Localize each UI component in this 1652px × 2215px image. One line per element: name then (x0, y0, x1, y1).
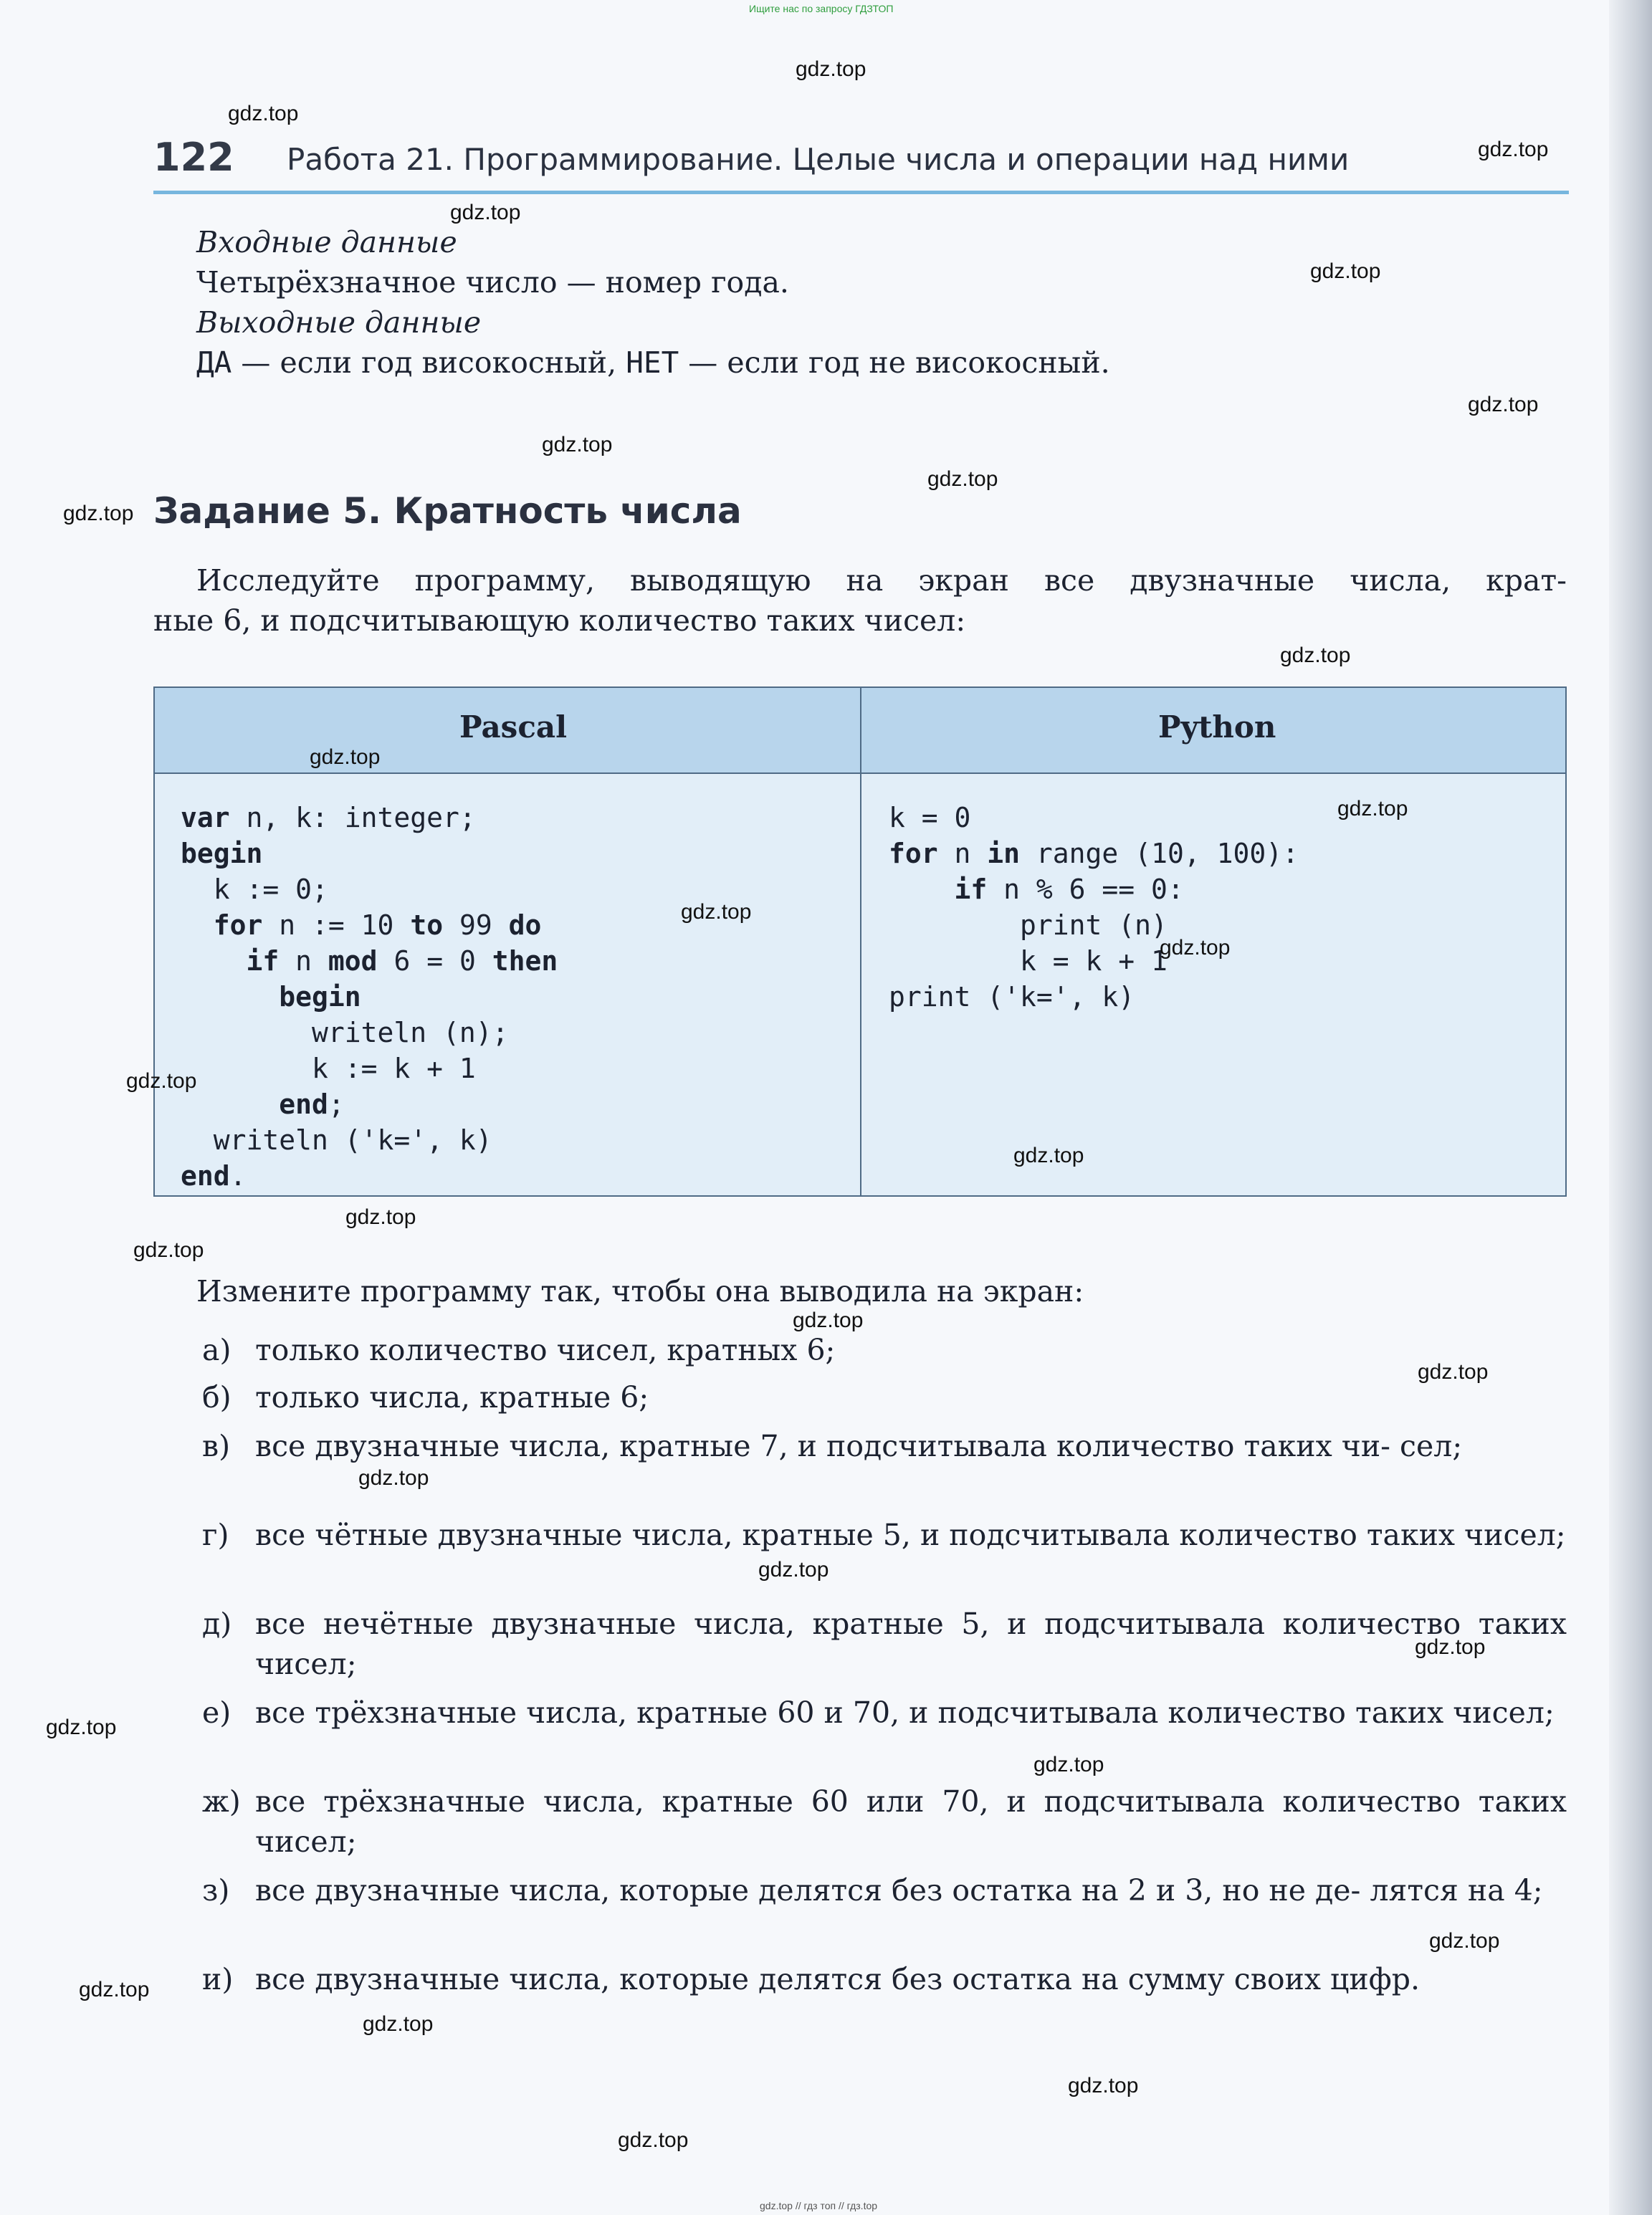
top-watermark: Ищите нас по запросу ГДЗТОП (749, 3, 894, 14)
watermark-label: gdz.top (1310, 259, 1381, 283)
pascal-line: k := 0; (181, 874, 328, 905)
column-divider (860, 688, 861, 1195)
watermark-label: gdz.top (1429, 1929, 1500, 1953)
pascal-line: for n := 10 to 99 do (213, 909, 542, 941)
watermark-label: gdz.top (796, 57, 866, 81)
watermark-label: gdz.top (126, 1069, 197, 1093)
watermark-label: gdz.top (79, 1978, 150, 2001)
watermark-label: gdz.top (46, 1716, 117, 1739)
header-rule (153, 191, 1569, 194)
pascal-line: begin (181, 838, 263, 869)
watermark-label: gdz.top (310, 745, 381, 769)
watermark-label: gdz.top (1068, 2074, 1139, 2097)
watermark-label: gdz.top (63, 502, 134, 525)
python-line: k = k + 1 (889, 945, 1168, 977)
watermark-label: gdz.top (363, 2012, 434, 2036)
watermark-label: gdz.top (1280, 644, 1351, 667)
watermark-label: gdz.top (758, 1558, 829, 1582)
output-no: НЕТ (626, 345, 679, 380)
watermark-label: gdz.top (1468, 393, 1539, 416)
watermark-label: gdz.top (927, 467, 998, 491)
watermark-label: gdz.top (1337, 797, 1408, 821)
task-intro-line2: ные 6, и подсчитывающую количество таких чисел: (153, 603, 966, 638)
watermark-label: gdz.top (1033, 1753, 1104, 1776)
page-edge-shadow (1609, 0, 1652, 2215)
watermark-label: gdz.top (1160, 936, 1231, 960)
task-intro-line1: Исследуйте программу, выводящую на экран все двузначные числа, крат- (196, 563, 1567, 598)
pascal-line: end; (279, 1089, 345, 1120)
python-line: print ('k=', k) (889, 981, 1135, 1013)
pascal-line: var n, k: integer; (181, 802, 476, 833)
page-number: 122 (153, 135, 234, 180)
running-title: Работа 21. Программирование. Целые числа и операции над ними (287, 142, 1350, 177)
pascal-line: end. (181, 1160, 247, 1192)
python-line: if n % 6 == 0: (954, 874, 1184, 905)
pascal-line: writeln (n); (181, 1017, 509, 1048)
python-line: print (n) (889, 909, 1168, 941)
task-title: Задание 5. Кратность числа (153, 490, 742, 532)
watermark-label: gdz.top (542, 433, 613, 456)
header-python: Python (1158, 709, 1276, 745)
input-heading: Входные данные (196, 225, 457, 259)
output-text: ДА — если год високосный, НЕТ — если год не високосный. (196, 345, 1110, 380)
watermark-label: gdz.top (681, 900, 752, 924)
modify-intro: Измените программу так, чтобы она выводила на экран: (196, 1274, 1084, 1309)
watermark-label: gdz.top (345, 1205, 416, 1229)
watermark-label: gdz.top (793, 1309, 864, 1332)
watermark-label: gdz.top (358, 1466, 429, 1490)
watermark-label: gdz.top (133, 1238, 204, 1262)
watermark-label: gdz.top (1415, 1635, 1486, 1659)
watermark-label: gdz.top (450, 201, 521, 224)
bottom-watermark: gdz.top // гдз топ // гдз.top (760, 2200, 878, 2211)
watermark-label: gdz.top (618, 2128, 689, 2152)
python-line: k = 0 (889, 802, 971, 833)
output-heading: Выходные данные (196, 305, 482, 340)
pascal-line: if n mod 6 = 0 then (246, 945, 558, 977)
python-line: for n in range (10, 100): (889, 838, 1299, 869)
pascal-line: writeln ('k=', k) (181, 1124, 492, 1156)
watermark-label: gdz.top (1418, 1360, 1489, 1384)
pascal-line: k := k + 1 (181, 1053, 476, 1084)
watermark-label: gdz.top (1478, 138, 1549, 161)
input-text: Четырёхзначное число — номер года. (196, 265, 789, 300)
pascal-line: begin (279, 981, 361, 1013)
output-yes: ДА (196, 345, 232, 380)
watermark-label: gdz.top (1013, 1144, 1084, 1167)
header-pascal: Pascal (459, 709, 568, 745)
page-header (153, 129, 1572, 186)
watermark-label: gdz.top (228, 102, 299, 125)
